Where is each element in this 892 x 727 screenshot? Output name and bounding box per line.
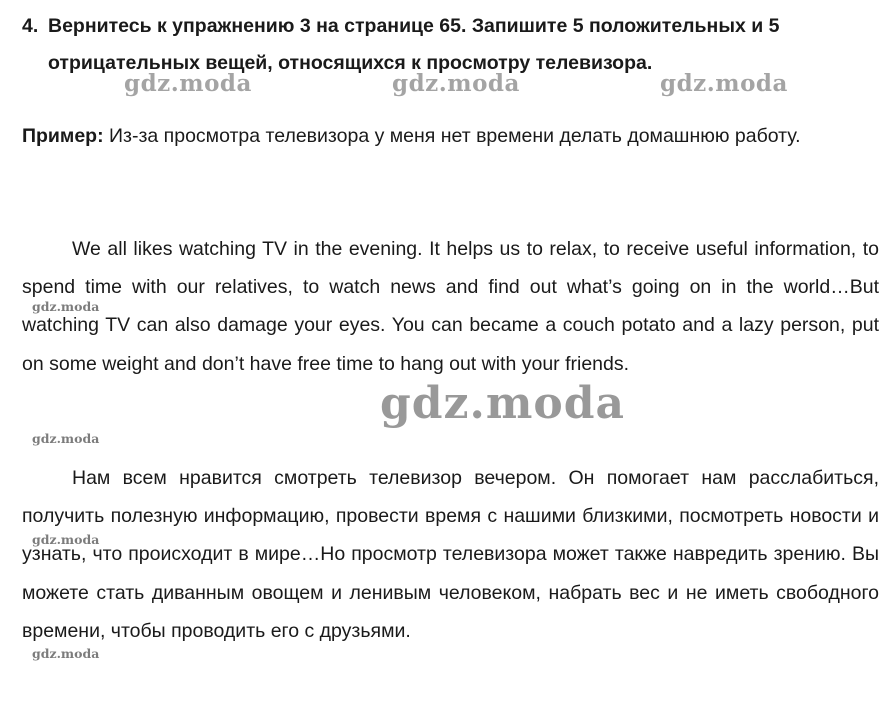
watermark-logo: gdz.moda: [124, 70, 252, 97]
task-line-1: [22, 8, 882, 45]
watermark-logo: gdz.moda: [380, 378, 626, 429]
task-number: 4.: [22, 15, 39, 37]
watermark-logo: gdz.moda: [392, 70, 520, 97]
answer-english-paragraph: We all likes watching TV in the evening. It helps us to relax, to receive useful information, to spend time with our relatives, to watch news and find out what’s going on in the world…But watching TV can also damage your eyes. You can became a couch potato and a lazy person, put on some weight and don’t have free time to hang out with your friends.: [22, 238, 879, 375]
watermark-logo: gdz.moda: [32, 431, 100, 446]
answer-russian-paragraph: Нам всем нравится смотреть телевизор вечером. Он помогает нам расслабиться, получить полезную информацию, провести время с нашими близкими, посмотреть новости и узнать, что происходит в мире…Но просмотр телевизора может также навредить зрению. Вы можете стать диванным овощем и ленивым человеком, набрать вес и не иметь свободного времени, чтобы проводить его с друзьями.: [22, 467, 879, 642]
watermark-logo: gdz.moda: [32, 532, 100, 547]
watermark-logo: gdz.moda: [660, 70, 788, 97]
example-block: [22, 117, 880, 155]
watermark-logo: gdz.moda: [32, 646, 100, 661]
task-text-line-1: Вернитесь к упражнению 3 на странице 65. Запишите 5 положительных и 5: [48, 15, 780, 37]
example-text: Из-за просмотра телевизора у меня нет времени делать домашнюю работу.: [109, 125, 801, 147]
watermark-logo: gdz.moda: [32, 299, 100, 314]
task-text-line-2: отрицательных вещей, относящихся к просмотру телевизора.: [48, 52, 653, 74]
example-label: Пример:: [22, 125, 104, 147]
